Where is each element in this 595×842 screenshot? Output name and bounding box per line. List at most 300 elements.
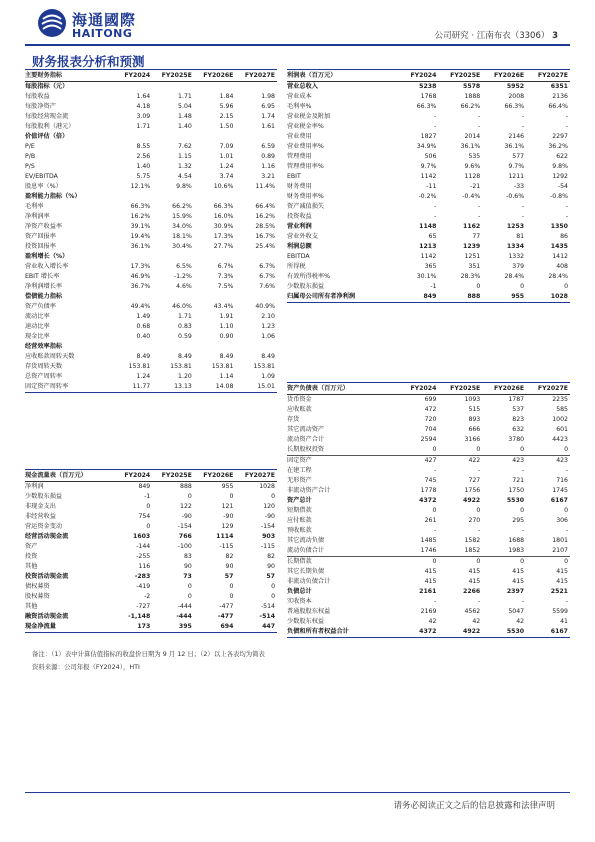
cell-value: -21 (470, 183, 481, 190)
cell-value: 9.7% (420, 163, 437, 170)
cell-value: 2107 (552, 547, 568, 554)
table-row (25, 532, 277, 542)
table-row (25, 202, 277, 212)
cell-value: 9.8% (552, 163, 568, 170)
row-label: 每股收益 (25, 93, 50, 100)
cell-value: -100 (177, 543, 192, 550)
cell-value: 4372 (395, 627, 439, 638)
row-label: 营业利润 (287, 223, 312, 230)
cell-value: 1.84 (219, 93, 234, 100)
cell-value: 2521 (550, 588, 568, 595)
cell-value: 823 (512, 416, 525, 423)
cell-value: 173 (111, 622, 153, 633)
column-header: FY2026E (194, 70, 236, 82)
cell-value: 0 (432, 446, 437, 453)
table-row (25, 512, 277, 522)
column-header: FY2027E (526, 70, 570, 82)
row-label: 应收账款周转天数 (25, 353, 75, 360)
table-row (287, 435, 570, 445)
row-label: 固定资产 (287, 456, 395, 467)
cell-value: -11 (426, 183, 437, 190)
table-note: 备注：（1）表中计算估值指标的收盘价日期为 9 月 12 日；（2）以上各表均为简表 (32, 650, 265, 658)
table-row (287, 292, 570, 303)
table-row (287, 536, 570, 546)
table-row (25, 582, 277, 592)
cell-value: 1852 (464, 547, 481, 554)
haitong-logo-icon (37, 8, 67, 38)
cell-value: 766 (178, 533, 192, 540)
cell-value: 716 (556, 477, 568, 484)
cell-value: - (478, 598, 481, 605)
cell-value: 3780 (508, 436, 525, 443)
row-label: 长期借款 (287, 557, 395, 568)
row-label: 毛利率 (25, 203, 44, 210)
row-label: 债权募资 (25, 583, 50, 590)
cell-value: 1.98 (261, 93, 275, 100)
cell-value: 9.8% (176, 183, 192, 190)
row-label: 流动资产合计 (287, 436, 325, 443)
cell-value: -514 (259, 613, 275, 620)
column-header: FY2025E (152, 470, 194, 482)
cell-value: 0 (564, 283, 568, 290)
cell-value: 1745 (552, 487, 568, 494)
cell-value: 1746 (420, 547, 437, 554)
cell-value: 16.2% (255, 213, 275, 220)
cell-value: 73 (183, 573, 192, 580)
cell-value: 13.13 (152, 382, 194, 393)
cell-value: 6351 (550, 83, 568, 90)
cell-value: 379 (512, 263, 525, 270)
cell-value: 83 (183, 553, 192, 560)
row-label: 资产回报率 (25, 233, 56, 240)
cell-value: - (565, 213, 568, 220)
cell-value: 28.4% (504, 273, 525, 280)
row-label: 少数股东权益 (287, 618, 325, 625)
row-label: 投资回报率 (25, 243, 56, 250)
table-row (287, 445, 570, 456)
row-label: 非经营收益 (25, 513, 56, 520)
cell-value: 8.49 (219, 353, 234, 360)
cell-value: 3.09 (136, 113, 151, 120)
cell-value: 423 (482, 456, 526, 467)
cell-value: -90 (181, 513, 192, 520)
cell-value: 153.81 (211, 363, 234, 370)
cell-value: 1.50 (219, 123, 234, 130)
row-label: 营业税金及附加 (287, 113, 331, 120)
cell-value: 40.9% (255, 303, 275, 310)
cell-value: 704 (424, 426, 437, 433)
table-row (25, 242, 277, 252)
cell-value: 122 (180, 503, 192, 510)
row-label: 管理费用 (287, 153, 312, 160)
section-title: 财务报表分析和预测 (32, 54, 145, 69)
cell-value (235, 132, 277, 142)
cell-value: 694 (194, 622, 236, 633)
cell-value: -419 (136, 583, 151, 590)
table-row (25, 382, 277, 393)
cell-value: 2397 (506, 588, 525, 595)
table-row (25, 342, 277, 352)
table-row (25, 102, 277, 112)
cell-value: 7.3% (217, 273, 234, 280)
cell-value: 66.4% (255, 203, 275, 210)
row-label: 无形资产 (287, 477, 312, 484)
cell-value: 6167 (550, 497, 568, 504)
cell-value: 4.54 (178, 173, 192, 180)
cell-value: 955 (482, 292, 526, 303)
cell-value: 28.3% (460, 273, 481, 280)
cell-value: 30.4% (172, 243, 192, 250)
cell-value: - (478, 527, 481, 534)
report-label: 公司研究 · 江南布衣（3306） (434, 31, 550, 41)
cell-value: 1251 (464, 253, 481, 260)
table-row (287, 546, 570, 557)
row-label: 股息率（%） (25, 183, 62, 190)
cell-value: 1582 (464, 537, 481, 544)
cell-value: 537 (512, 406, 525, 413)
cell-value: 2146 (508, 133, 525, 140)
cell-value (194, 82, 236, 93)
cell-value: 0 (271, 593, 275, 600)
cell-value: 1412 (552, 253, 568, 260)
cell-value: 2008 (508, 93, 525, 100)
page-label (435, 29, 558, 41)
table-row (287, 587, 570, 597)
row-label: 所得税 (287, 263, 306, 270)
row-label: 固定资产周转率 (25, 382, 111, 393)
table-row (287, 242, 570, 252)
cell-value: 585 (556, 406, 568, 413)
cell-value (152, 192, 194, 202)
cell-value: 0.83 (178, 323, 192, 330)
cell-value (194, 252, 236, 262)
row-label: 其它流动资产 (287, 426, 325, 433)
cell-value: 66.3% (213, 203, 234, 210)
cell-value: 1128 (464, 173, 481, 180)
cell-value: - (521, 527, 525, 534)
cell-value: 153.81 (253, 363, 275, 370)
cell-value (111, 252, 153, 262)
cell-value: 5578 (463, 83, 481, 90)
cell-value: 15.9% (172, 213, 192, 220)
cell-value: 888 (438, 292, 482, 303)
table-row (287, 607, 570, 617)
table-row (287, 526, 570, 536)
cell-value: 1888 (464, 93, 481, 100)
table-row (25, 262, 277, 272)
cell-value: 0 (520, 446, 525, 453)
cell-value: 4922 (438, 627, 482, 638)
cell-value: 720 (424, 416, 437, 423)
cell-value: 30.1% (416, 273, 437, 280)
cell-value: 4.18 (136, 103, 151, 110)
row-label: 其他 (25, 563, 38, 570)
cell-value: 0.40 (136, 333, 151, 340)
row-label: 货币资金 (287, 396, 312, 403)
row-label: 净资产收益率 (25, 223, 63, 230)
row-label: 投资活动现金流 (25, 573, 69, 580)
cell-value: 2235 (552, 396, 568, 403)
row-label: 其它流动负债 (287, 537, 325, 544)
cell-value: 57 (266, 573, 275, 580)
cell-value: 0 (146, 503, 151, 510)
cell-value: 415 (468, 578, 481, 585)
row-label: 营业成本 (287, 93, 312, 100)
cell-value: 1.20 (178, 373, 192, 380)
table-row (25, 92, 277, 102)
row-label: 股权募资 (25, 593, 50, 600)
cell-value: 1332 (508, 253, 525, 260)
income-statement-grid (287, 69, 570, 303)
cell-value: 17.3% (213, 233, 234, 240)
table-row (25, 192, 277, 202)
row-label: 流动负债合计 (287, 547, 325, 554)
cell-value: 535 (468, 153, 481, 160)
cell-value (235, 342, 277, 352)
table-row (25, 622, 277, 633)
cell-value: 4.6% (176, 283, 192, 290)
cell-value: 5047 (508, 608, 525, 615)
row-label: 非流动资产合计 (287, 487, 331, 494)
cell-value: 6.7% (259, 273, 275, 280)
cell-value: 0 (395, 557, 439, 568)
table-row (25, 142, 277, 152)
cell-value: 1142 (420, 173, 437, 180)
cell-value: 3166 (464, 436, 481, 443)
row-label: 盈利能力指标（%） (25, 193, 81, 200)
table-header-row (25, 70, 277, 82)
cell-value (152, 82, 194, 93)
cell-value: -115 (219, 543, 234, 550)
cell-value: - (565, 123, 568, 130)
cell-value: 1114 (216, 533, 234, 540)
table-row (25, 542, 277, 552)
cell-value: 116 (138, 563, 151, 570)
cell-value: - (565, 203, 568, 210)
cell-value: 3.21 (261, 173, 275, 180)
cell-value: 601 (556, 426, 568, 433)
cell-value: 1162 (463, 223, 481, 230)
table-row (287, 617, 570, 627)
column-header: FY2024 (395, 383, 439, 395)
cell-value: 699 (424, 396, 437, 403)
cell-value: 1213 (419, 243, 437, 250)
footer-divider (25, 792, 570, 793)
table-row (25, 352, 277, 362)
table-row (287, 597, 570, 607)
table-row (25, 602, 277, 612)
row-label: EBIT 增长率 (25, 273, 60, 280)
table-row (287, 212, 570, 222)
table-row (287, 182, 570, 192)
cell-value: 82 (267, 553, 275, 560)
table-row (287, 92, 570, 102)
table-row (25, 562, 277, 572)
table-row (25, 292, 277, 302)
cell-value: 57 (224, 573, 234, 580)
row-label: 其它长期负债 (287, 568, 325, 575)
cell-value: 0 (229, 493, 234, 500)
cell-value: 5952 (506, 83, 525, 90)
cell-value: 1.01 (219, 153, 234, 160)
cell-value: 7.6% (259, 283, 275, 290)
table-row (287, 262, 570, 272)
brand-name-cn: 海通國際 (72, 11, 137, 29)
table-row (25, 232, 277, 242)
row-label: 营业税金率% (287, 123, 324, 130)
cell-value: 1.09 (261, 373, 275, 380)
cell-value: 49.4% (130, 303, 151, 310)
table-row (287, 112, 570, 122)
row-label: 净利润增长率 (25, 283, 63, 290)
page-header (0, 0, 595, 46)
cell-value: 1778 (420, 487, 437, 494)
column-header: FY2024 (395, 70, 439, 82)
table-row (25, 372, 277, 382)
header-divider (25, 44, 570, 46)
cell-value: 27.7% (213, 243, 234, 250)
cell-value: 1756 (464, 487, 481, 494)
cell-value: 90 (267, 563, 275, 570)
table-row (287, 152, 570, 162)
cell-value: 6.7% (217, 263, 234, 270)
cell-value: 66.3% (130, 203, 151, 210)
cell-value: 0 (146, 523, 151, 530)
cell-value: 351 (468, 263, 481, 270)
cell-value: 43.4% (213, 303, 234, 310)
table-row (25, 162, 277, 172)
cell-value (235, 292, 277, 302)
row-label: 营运资金变动 (25, 523, 63, 530)
cell-value: 1334 (506, 243, 525, 250)
cell-value (194, 132, 236, 142)
cell-value: 90 (225, 563, 234, 570)
row-label: P/S (25, 163, 35, 170)
table-row (25, 482, 277, 493)
cell-value: 86 (560, 233, 568, 240)
cell-value: 415 (512, 578, 525, 585)
cell-value: 415 (424, 578, 437, 585)
table-row (25, 122, 277, 132)
table-row (287, 222, 570, 232)
table-row (25, 362, 277, 372)
cell-value: 295 (512, 517, 525, 524)
row-label: 偿债能力指标 (25, 293, 63, 300)
cell-value: 1.74 (261, 113, 275, 120)
cell-value: - (478, 113, 481, 120)
cell-value: 4562 (464, 608, 481, 615)
cell-value: - (565, 467, 568, 474)
row-label: 速动比率 (25, 323, 50, 330)
cell-value: 14.08 (194, 382, 236, 393)
cell-value: 415 (424, 568, 437, 575)
brand-name-en: HAITONG (72, 27, 133, 40)
cell-value: 0 (482, 557, 526, 568)
row-label: 资产负债率 (25, 303, 56, 310)
cell-value: 6.95 (261, 103, 275, 110)
table-row (25, 112, 277, 122)
cell-value: 0 (476, 283, 481, 290)
cell-value: 15.01 (235, 382, 277, 393)
table-row (25, 132, 277, 142)
cell-value: 2161 (419, 588, 437, 595)
cell-value: 1142 (420, 253, 437, 260)
cell-value: 16.2% (130, 213, 151, 220)
table-header-row (287, 383, 570, 395)
cell-value: 120 (263, 503, 275, 510)
cell-value: 0.90 (219, 333, 234, 340)
cell-value: 1.71 (178, 93, 192, 100)
cell-value: 1435 (550, 243, 568, 250)
cell-value: 0 (229, 593, 234, 600)
cell-value: 1239 (463, 243, 481, 250)
table-row (287, 567, 570, 577)
cell-value: 0 (271, 493, 275, 500)
cell-value: -514 (260, 603, 275, 610)
table-row (25, 552, 277, 562)
cell-value: 1.24 (219, 163, 234, 170)
cell-value: 2266 (463, 588, 481, 595)
cell-value: 1983 (508, 547, 525, 554)
cell-value: 1028 (526, 292, 570, 303)
page-number: 3 (552, 31, 558, 41)
table-title: 利润表（百万元） (287, 70, 395, 82)
cell-value: -1 (430, 283, 437, 290)
cell-value: 727 (468, 477, 481, 484)
cell-value (111, 192, 153, 202)
cell-value: - (434, 203, 437, 210)
row-label: 现金比率 (25, 333, 50, 340)
cell-value: 10.6% (213, 183, 234, 190)
cell-value: 7.5% (217, 283, 234, 290)
cell-value: 1.14 (219, 373, 234, 380)
cell-value (111, 292, 153, 302)
cell-value: 1.32 (178, 163, 192, 170)
cell-value (235, 252, 277, 262)
cell-value: 5.96 (219, 103, 234, 110)
cell-value: - (565, 527, 568, 534)
cell-value: 1603 (133, 533, 151, 540)
cell-value: 0 (432, 507, 437, 514)
cell-value: - (521, 113, 525, 120)
cell-value: 365 (424, 263, 437, 270)
cell-value: 0.89 (261, 153, 275, 160)
row-label: 营业收入增长率 (25, 263, 69, 270)
cell-value: 849 (395, 292, 439, 303)
cell-value: 423 (526, 456, 570, 467)
cell-value: 7.62 (178, 143, 192, 150)
cell-value: 19.4% (130, 233, 151, 240)
cell-value: 261 (424, 517, 437, 524)
cell-value: 1028 (259, 483, 275, 490)
cell-value: 1211 (508, 173, 525, 180)
cell-value: 1768 (420, 93, 437, 100)
row-label: 财务费用 (287, 183, 312, 190)
cell-value: 0 (476, 446, 481, 453)
income-statement-table (287, 69, 570, 303)
cell-value: - (521, 467, 525, 474)
column-header: FY2025E (438, 70, 482, 82)
row-label: EV/EBITDA (25, 173, 58, 180)
cell-value: 16.0% (213, 213, 234, 220)
table-row (287, 172, 570, 182)
table-title: 主要财务指标 (25, 70, 111, 82)
cell-value: 6.7% (259, 263, 275, 270)
table-row (287, 405, 570, 415)
cell-value: 8.49 (178, 353, 192, 360)
row-label: 负债总计 (287, 588, 312, 595)
row-label: 价值评估（倍） (25, 133, 69, 140)
